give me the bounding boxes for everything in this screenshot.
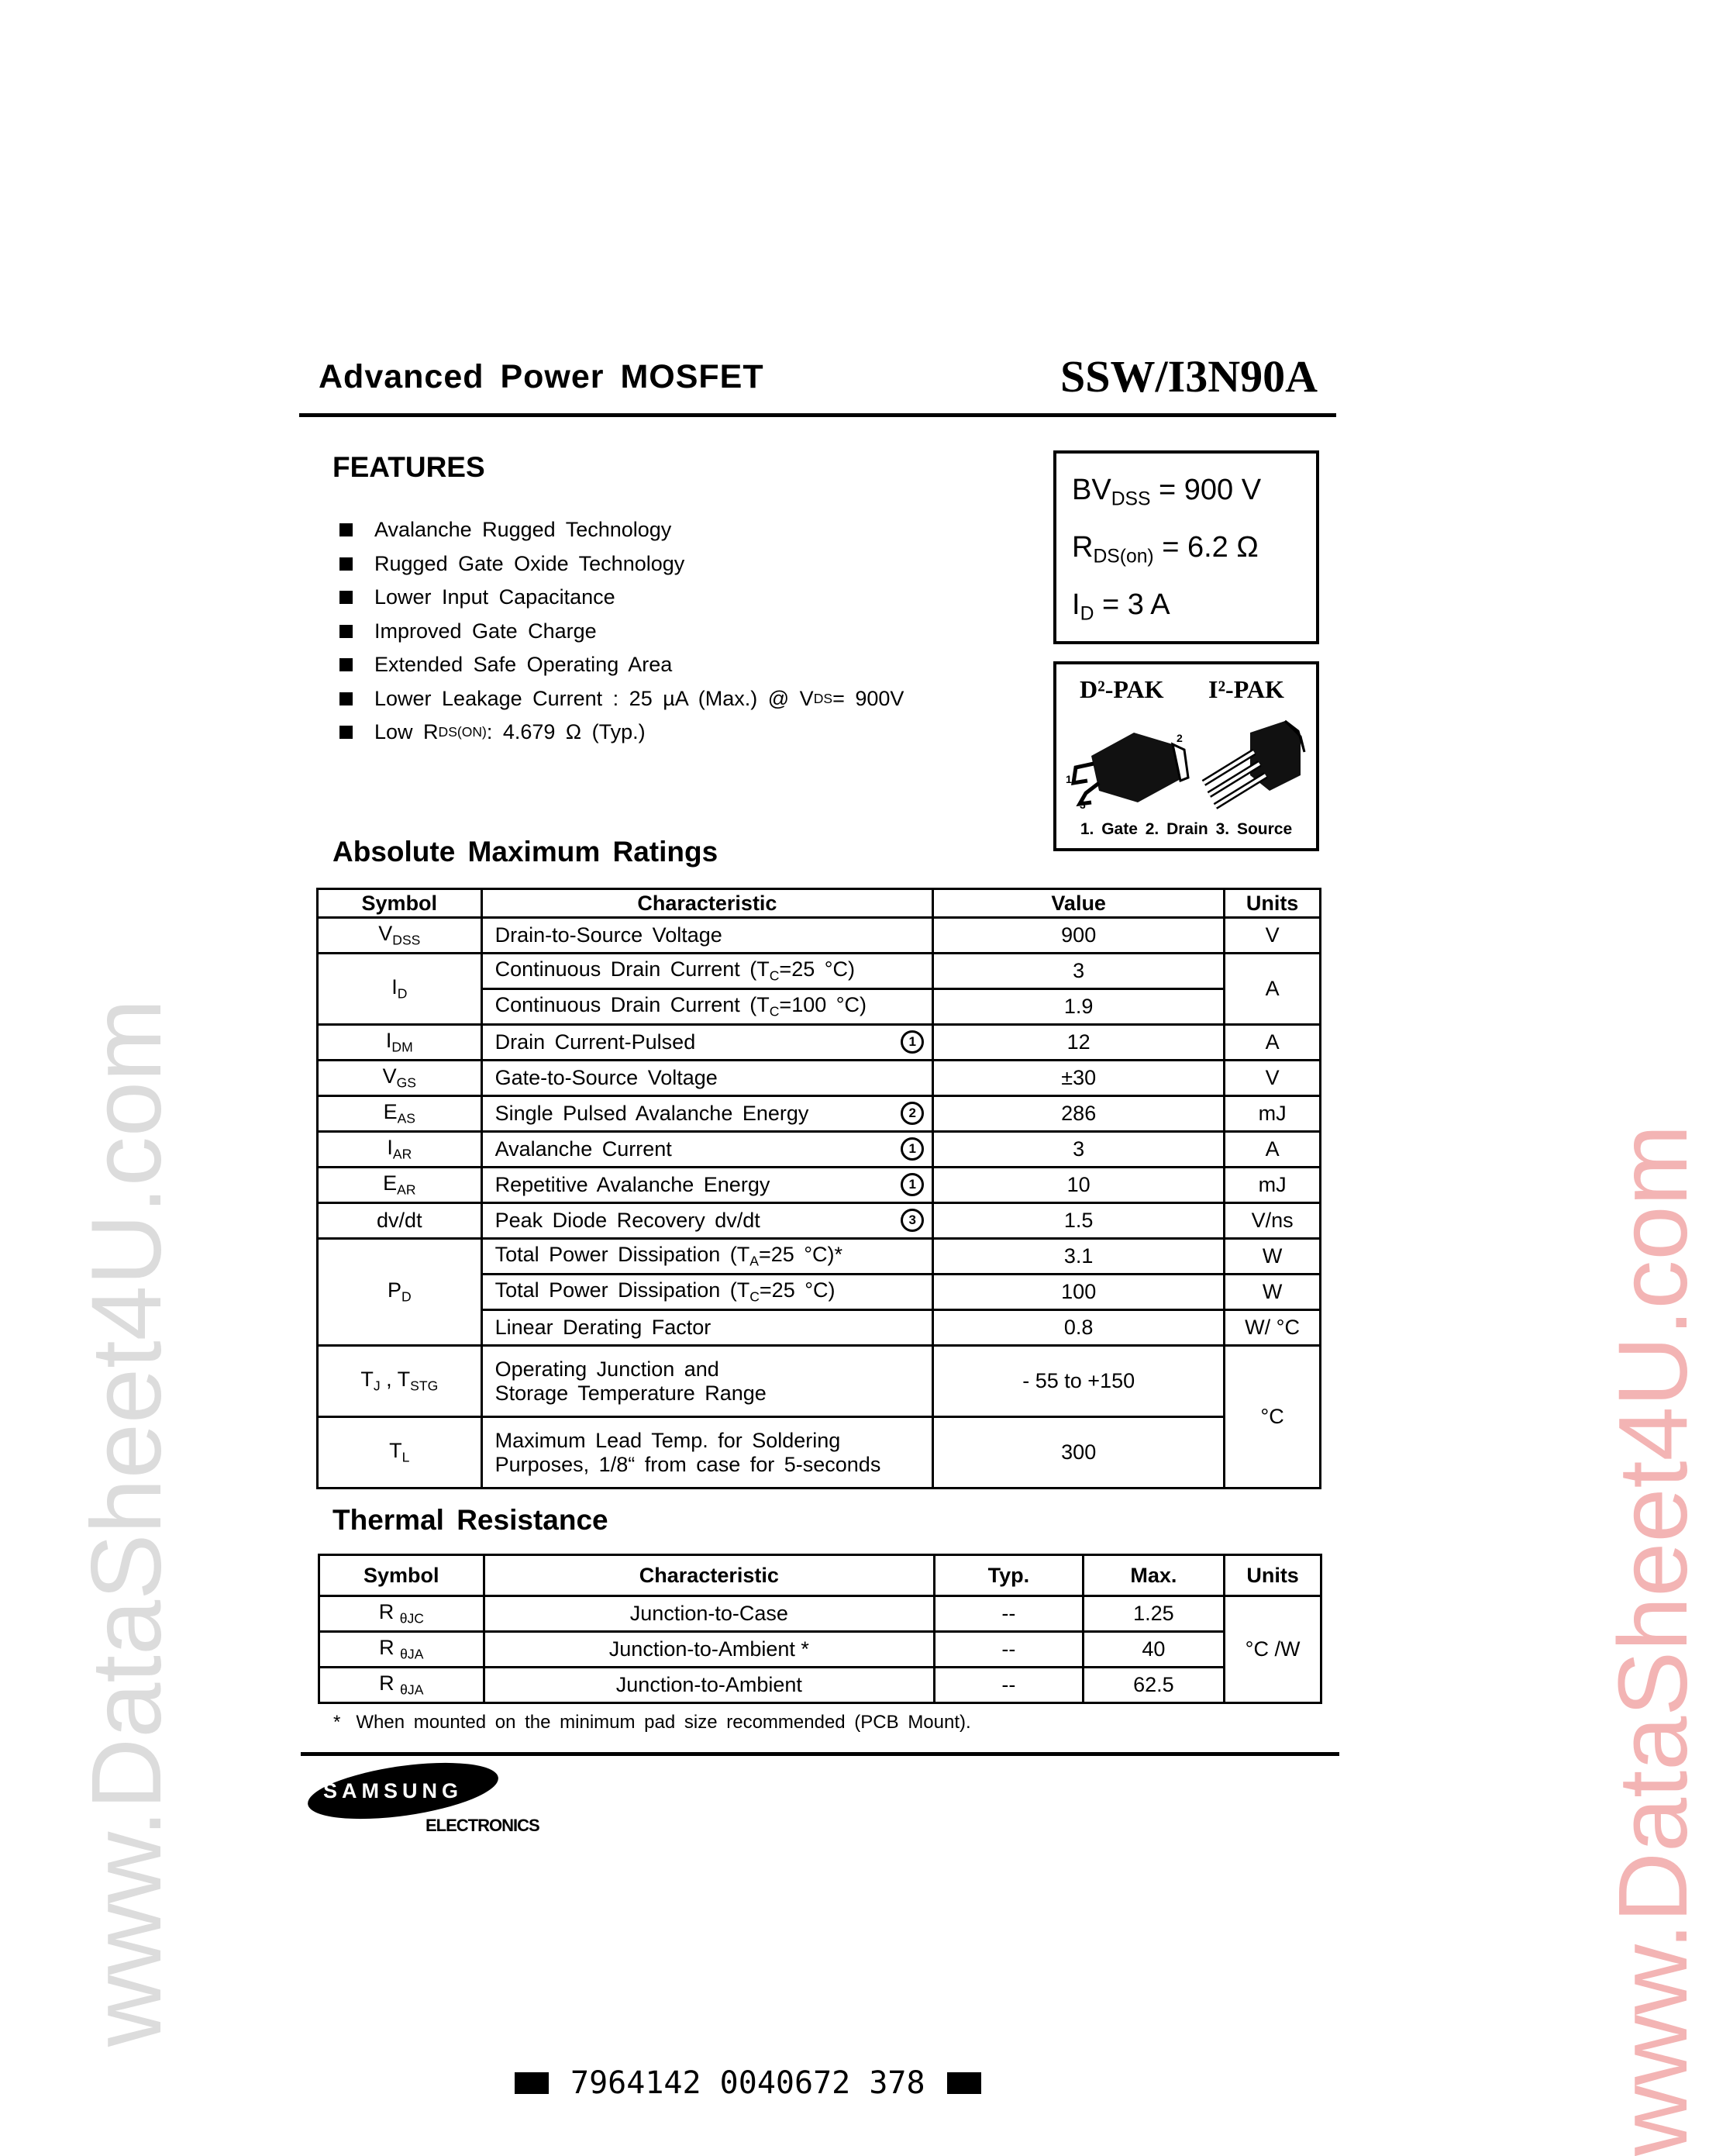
bullet-square-icon [339, 523, 353, 536]
watermark-vertical: www.DataSheet4U.com [1598, 1124, 1707, 2156]
value-cell: 0.8 [933, 1310, 1225, 1346]
footnote [333, 1712, 971, 1733]
characteristic-text: Drain-to-Source Voltage [494, 923, 722, 947]
value-cell: 100 [933, 1275, 1225, 1310]
characteristic-cell [481, 1132, 933, 1168]
symbol-subscript: AR [392, 1146, 412, 1162]
symbol: I [387, 1136, 393, 1160]
value-cell: ±30 [933, 1061, 1225, 1096]
characteristic-text-subscript: C [769, 968, 780, 984]
table-header-row [318, 889, 1321, 918]
units-cell: mJ [1225, 1168, 1321, 1203]
symbol-cell [318, 1168, 482, 1203]
col-characteristic: Characteristic [481, 889, 933, 918]
spec-line [1072, 588, 1316, 646]
feature-text-subscript: DS [813, 690, 833, 706]
characteristic-cell [481, 954, 933, 989]
note-circle-icon: 3 [901, 1209, 924, 1232]
features-heading: FEATURES [332, 451, 485, 483]
characteristic-text: Avalanche Current [494, 1137, 672, 1161]
table-row [318, 1168, 1321, 1203]
col-units: Units [1225, 889, 1321, 918]
units-cell: V [1225, 918, 1321, 954]
symbol: T [360, 1368, 374, 1392]
symbol-subscript: D [397, 985, 408, 1002]
table-row [318, 1096, 1321, 1132]
table-row [318, 954, 1321, 989]
symbol-subscript: J [373, 1378, 381, 1394]
units-cell: W [1225, 1239, 1321, 1275]
note-circle-icon: 2 [901, 1102, 924, 1125]
col-characteristic: Characteristic [484, 1555, 935, 1596]
col-symbol: Symbol [319, 1555, 484, 1596]
pin-legend: 1. Gate 2. Drain 3. Source [1080, 820, 1293, 838]
document-code [515, 2065, 981, 2101]
feature-text: Lower Leakage Current : 25 µA (Max.) @ V [374, 686, 814, 710]
spec-subscript: DS(on) [1093, 546, 1154, 567]
characteristic-text: Drain Current-Pulsed [494, 1030, 696, 1054]
spec-symbol: I [1072, 588, 1080, 621]
symbol-subscript: θJA [400, 1682, 424, 1698]
value-cell: 286 [933, 1096, 1225, 1132]
symbol-subscript: GS [396, 1075, 416, 1091]
characteristic-text: =25 °C) [779, 957, 856, 981]
symbol: R [378, 1600, 400, 1624]
symbol: T [389, 1439, 402, 1463]
table-row [319, 1668, 1321, 1703]
characteristic-cell [481, 1310, 933, 1346]
feature-text: Rugged Gate Oxide Technology [374, 551, 685, 575]
feature-item [339, 581, 904, 615]
spec-symbol: BV [1072, 474, 1111, 506]
table-row [318, 1203, 1321, 1239]
max-cell: 62.5 [1083, 1668, 1225, 1703]
value-cell: 1.5 [933, 1203, 1225, 1239]
bullet-square-icon [339, 692, 353, 705]
characteristic-cell: Junction-to-Ambient [484, 1668, 935, 1703]
typ-cell: -- [935, 1668, 1084, 1703]
characteristic-cell [481, 1061, 933, 1096]
symbol-subscript: θJA [400, 1646, 424, 1662]
feature-text: Extended Safe Operating Area [374, 653, 673, 677]
units-cell: A [1225, 1025, 1321, 1061]
col-typ: Typ. [935, 1555, 1084, 1596]
marker-block [515, 2072, 549, 2094]
table-row [318, 918, 1321, 954]
marker-block [947, 2072, 981, 2094]
part-number: SSW/I3N90A [1060, 351, 1318, 402]
characteristic-text: Gate-to-Source Voltage [494, 1066, 718, 1089]
characteristic-text: =25 °C)* [758, 1243, 843, 1267]
spec-value: = 6.2 Ω [1153, 531, 1259, 564]
characteristic-cell [481, 1025, 933, 1061]
table-row [319, 1596, 1321, 1632]
pin-number: 3 [1080, 799, 1086, 811]
spec-symbol: R [1072, 531, 1094, 564]
max-cell: 1.25 [1083, 1596, 1225, 1632]
value-cell: 3 [933, 954, 1225, 989]
footer-rule [301, 1752, 1339, 1756]
characteristic-text: Linear Derating Factor [494, 1316, 712, 1339]
characteristic-cell [481, 918, 933, 954]
col-symbol: Symbol [318, 889, 482, 918]
symbol-subscript: D [401, 1288, 412, 1305]
characteristic-cell [481, 1096, 933, 1132]
symbol-cell [319, 1632, 484, 1668]
table-row [318, 1346, 1321, 1417]
feature-item [339, 648, 904, 682]
col-value: Value [933, 889, 1225, 918]
characteristic-text: Continuous Drain Current (T [494, 993, 770, 1017]
symbol: I [391, 975, 398, 999]
symbol-cell [318, 1346, 482, 1417]
units-cell: W/ °C [1225, 1310, 1321, 1346]
characteristic-text: Continuous Drain Current (T [494, 957, 770, 981]
characteristic-text: Purposes, 1/8“ from case for 5-seconds [494, 1452, 881, 1476]
symbol-subscript: STG [410, 1378, 439, 1394]
i2pak-label: I²-PAK [1208, 675, 1284, 703]
feature-text-subscript: DS(ON) [438, 724, 487, 740]
note-circle-icon: 1 [901, 1030, 924, 1054]
header-rule [299, 413, 1336, 417]
value-cell: 1.9 [933, 989, 1225, 1025]
symbol-cell [318, 954, 482, 1025]
col-max: Max. [1083, 1555, 1225, 1596]
pin-number: 1 [1066, 773, 1072, 785]
characteristic-text: Peak Diode Recovery dv/dt [494, 1209, 760, 1232]
characteristic-cell [481, 1168, 933, 1203]
characteristic-text: Total Power Dissipation (T [494, 1278, 750, 1302]
spec-subscript: D [1080, 603, 1094, 625]
bullet-square-icon [339, 591, 353, 604]
spec-line [1072, 531, 1316, 588]
table-row [318, 1417, 1321, 1489]
symbol-cell [318, 1025, 482, 1061]
characteristic-text-subscript: C [749, 1288, 760, 1305]
units-cell: mJ [1225, 1096, 1321, 1132]
spec-value: = 3 A [1094, 588, 1170, 621]
units-cell: °C [1225, 1346, 1321, 1489]
watermark-diagonal: www.DataSheet4U.com [71, 999, 182, 2047]
pin-number: 2 [1177, 732, 1183, 744]
symbol-cell [318, 918, 482, 954]
footnote-text: When mounted on the minimum pad size recommended (PCB Mount). [356, 1712, 971, 1733]
units-cell: °C /W [1225, 1596, 1321, 1703]
symbol-cell [318, 1203, 482, 1239]
characteristic-text: Storage Temperature Range [494, 1381, 767, 1405]
thermal-table [318, 1554, 1322, 1704]
symbol-cell [319, 1668, 484, 1703]
document-code-text: 7964142 0040672 378 [570, 2065, 925, 2101]
symbol: E [383, 1100, 398, 1124]
i2pak-package-icon [1204, 721, 1304, 806]
characteristic-text: Maximum Lead Temp. for Soldering [494, 1428, 841, 1452]
symbol: V [378, 922, 393, 946]
value-cell: 12 [933, 1025, 1225, 1061]
symbol-subscript: θJC [399, 1610, 424, 1626]
units-cell: V/ns [1225, 1203, 1321, 1239]
characteristic-text: Total Power Dissipation (T [494, 1243, 750, 1267]
characteristic-cell [481, 1275, 933, 1310]
feature-item [339, 513, 904, 547]
characteristic-text-subscript: C [769, 1003, 780, 1019]
symbol: V [382, 1064, 397, 1088]
note-circle-icon: 1 [901, 1173, 924, 1196]
document-title: Advanced Power MOSFET [319, 358, 764, 395]
value-cell: 3 [933, 1132, 1225, 1168]
features-list [339, 513, 904, 750]
samsung-electronics-label: ELECTRONICS [426, 1816, 539, 1835]
samsung-logo [306, 1761, 500, 1820]
symbol-subscript: DSS [392, 932, 421, 948]
characteristic-text: Repetitive Avalanche Energy [494, 1173, 770, 1196]
characteristic-text-subscript: A [749, 1253, 759, 1269]
value-cell: 10 [933, 1168, 1225, 1203]
symbol: R [379, 1636, 401, 1660]
package-box [1053, 661, 1319, 851]
symbol: , T [380, 1368, 411, 1392]
symbol-cell [318, 1417, 482, 1489]
feature-item [339, 615, 904, 649]
symbol: dv/dt [377, 1209, 422, 1232]
abs-max-heading: Absolute Maximum Ratings [332, 836, 718, 868]
characteristic-cell [481, 1417, 933, 1489]
characteristic-text: Single Pulsed Avalanche Energy [494, 1102, 809, 1125]
bullet-square-icon [339, 658, 353, 671]
symbol-cell [318, 1239, 482, 1346]
characteristic-cell [481, 989, 933, 1025]
symbol-subscript: AR [397, 1181, 416, 1198]
characteristic-cell: Junction-to-Case [484, 1596, 935, 1632]
svg-text:SAMSUNG: SAMSUNG [323, 1779, 463, 1802]
abs-max-table [316, 888, 1321, 1489]
feature-text: Improved Gate Charge [374, 619, 597, 643]
symbol: R [379, 1671, 401, 1695]
typ-cell: -- [935, 1632, 1084, 1668]
symbol-cell [318, 1061, 482, 1096]
feature-item [339, 547, 904, 581]
d2pak-label: D²-PAK [1080, 675, 1164, 703]
symbol: E [383, 1171, 398, 1195]
characteristic-cell: Junction-to-Ambient * [484, 1632, 935, 1668]
units-cell: A [1225, 1132, 1321, 1168]
typ-cell: -- [935, 1596, 1084, 1632]
characteristic-cell [481, 1203, 933, 1239]
package-drawing [1056, 709, 1316, 810]
spec-line [1072, 474, 1316, 531]
characteristic-text: Operating Junction and [494, 1357, 719, 1381]
symbol-subscript: L [401, 1449, 410, 1465]
characteristic-cell [481, 1239, 933, 1275]
table-row [318, 1061, 1321, 1096]
feature-text: Avalanche Rugged Technology [374, 518, 672, 542]
max-cell: 40 [1083, 1632, 1225, 1668]
feature-text: : 4.679 Ω (Typ.) [486, 720, 646, 744]
bullet-square-icon [339, 557, 353, 571]
symbol-cell [318, 1132, 482, 1168]
spec-subscript: DSS [1111, 488, 1151, 510]
note-circle-icon: 1 [901, 1137, 924, 1161]
bullet-square-icon [339, 726, 353, 739]
value-cell: 300 [933, 1417, 1225, 1489]
bullet-square-icon [339, 625, 353, 638]
symbol: P [387, 1278, 401, 1302]
feature-text: = 900V [832, 686, 904, 710]
feature-item [339, 682, 904, 716]
symbol-cell [319, 1596, 484, 1632]
symbol-subscript: AS [397, 1110, 415, 1126]
footnote-mark: * [333, 1712, 341, 1733]
units-cell: V [1225, 1061, 1321, 1096]
value-cell: - 55 to +150 [933, 1346, 1225, 1417]
table-row [318, 1239, 1321, 1275]
units-cell: A [1225, 954, 1321, 1025]
value-cell: 900 [933, 918, 1225, 954]
feature-item [339, 716, 904, 750]
value-cell: 3.1 [933, 1239, 1225, 1275]
spec-value: = 900 V [1150, 474, 1262, 506]
table-row [318, 1025, 1321, 1061]
characteristic-cell [481, 1346, 933, 1417]
characteristic-text: =100 °C) [779, 993, 867, 1017]
feature-text: Lower Input Capacitance [374, 585, 615, 609]
feature-text: Low R [374, 720, 439, 744]
thermal-heading: Thermal Resistance [332, 1504, 608, 1536]
key-specs-box [1053, 450, 1319, 644]
symbol-subscript: DM [391, 1039, 413, 1055]
col-units: Units [1225, 1555, 1321, 1596]
characteristic-text: =25 °C) [759, 1278, 836, 1302]
table-row [319, 1632, 1321, 1668]
d2pak-package-icon [1073, 733, 1188, 804]
table-row [318, 1132, 1321, 1168]
symbol-cell [318, 1096, 482, 1132]
table-header-row [319, 1555, 1321, 1596]
symbol: I [385, 1029, 392, 1053]
units-cell: W [1225, 1275, 1321, 1310]
